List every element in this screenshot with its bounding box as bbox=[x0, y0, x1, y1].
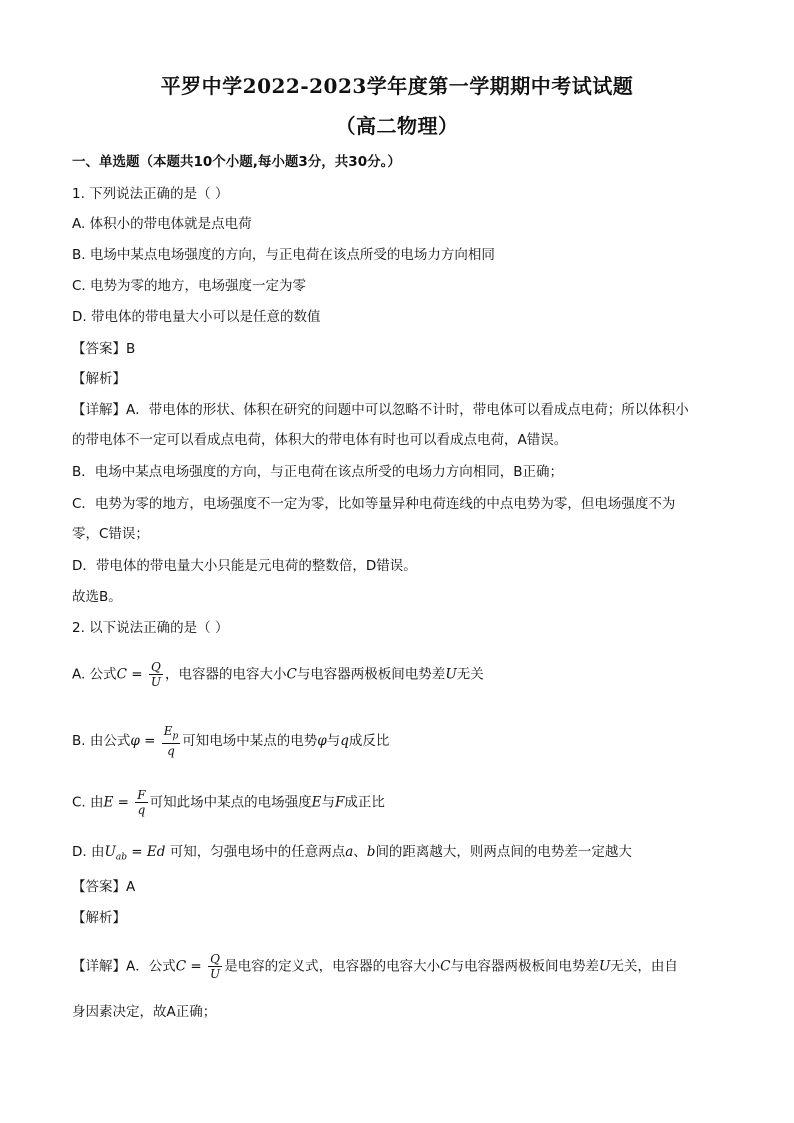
q1-analysis: 【解析】 bbox=[72, 371, 126, 387]
q1-detail-line: C．电势为零的地方，电场强度不一定为零，比如等量异种电荷连线的中点电势为零，但电场强度不为 bbox=[72, 496, 676, 512]
q2-analysis: 【解析】 bbox=[72, 910, 126, 926]
q1-answer: 【答案】B bbox=[72, 341, 136, 357]
q1-detail-line: 零，C错误； bbox=[72, 526, 149, 542]
q1-option-c: C. 电势为零的地方，电场强度一定为零 bbox=[72, 278, 307, 294]
q1-option-b: B. 电场中某点电场强度的方向，与正电荷在该点所受的电场力方向相同 bbox=[72, 247, 495, 263]
page-title: 平罗中学2022-2023学年度第一学期期中考试试题 bbox=[160, 74, 634, 98]
q2-option-c: C. 由E = $\frac{F}{q}$ 可知此场中某点的电场强度E与F成正比 bbox=[72, 788, 385, 817]
q2-option-b: B. 由公式φ = $\frac{E_p}{q}$ 可知电场中某点的电势φ与q成反比 bbox=[72, 724, 390, 759]
q2-stem: 2. 以下说法正确的是（ ） bbox=[72, 620, 229, 636]
section-heading: 一、单选题（本题共10个小题,每小题3分，共30分。） bbox=[72, 154, 401, 170]
q2-detail-line: 【详解】A．公式C = $\frac{Q}{U}$ 是电容的定义式，电容器的电容大小C与电容器两极板间电势差U无关，由自 bbox=[72, 952, 678, 981]
q1-stem: 1. 下列说法正确的是（ ） bbox=[72, 186, 229, 202]
q1-conclusion: 故选B。 bbox=[72, 589, 122, 605]
q1-detail-line: D．带电体的带电量大小只能是元电荷的整数倍，D错误。 bbox=[72, 558, 417, 574]
q2-option-d: D. 由$U_{ab} = Ed$ 可知，匀强电场中的任意两点a、b间的距离越大，则两点间的电势差一定越大 bbox=[72, 844, 632, 863]
q2-answer: 【答案】A bbox=[72, 879, 136, 895]
page-subtitle: （高二物理） bbox=[335, 114, 459, 138]
q1-detail-line: 的带电体不一定可以看成点电荷，体积大的带电体有时也可以看成点电荷，A错误。 bbox=[72, 432, 568, 448]
q2-detail-line: 身因素决定，故A正确； bbox=[72, 1004, 217, 1020]
q1-option-a: A. 体积小的带电体就是点电荷 bbox=[72, 216, 252, 232]
q1-detail-line: B．电场中某点电场强度的方向，与正电荷在该点所受的电场力方向相同，B正确； bbox=[72, 464, 564, 480]
q1-option-d: D. 带电体的带电量大小可以是任意的数值 bbox=[72, 309, 321, 325]
q1-detail-line: 【详解】A．带电体的形状、体积在研究的问题中可以忽略不计时，带电体可以看成点电荷；所以体积小 bbox=[72, 402, 689, 418]
q2-option-a: A. 公式C = $\frac{Q}{U}$ ，电容器的电容大小C与电容器两极板间电势差U无关 bbox=[72, 660, 484, 689]
